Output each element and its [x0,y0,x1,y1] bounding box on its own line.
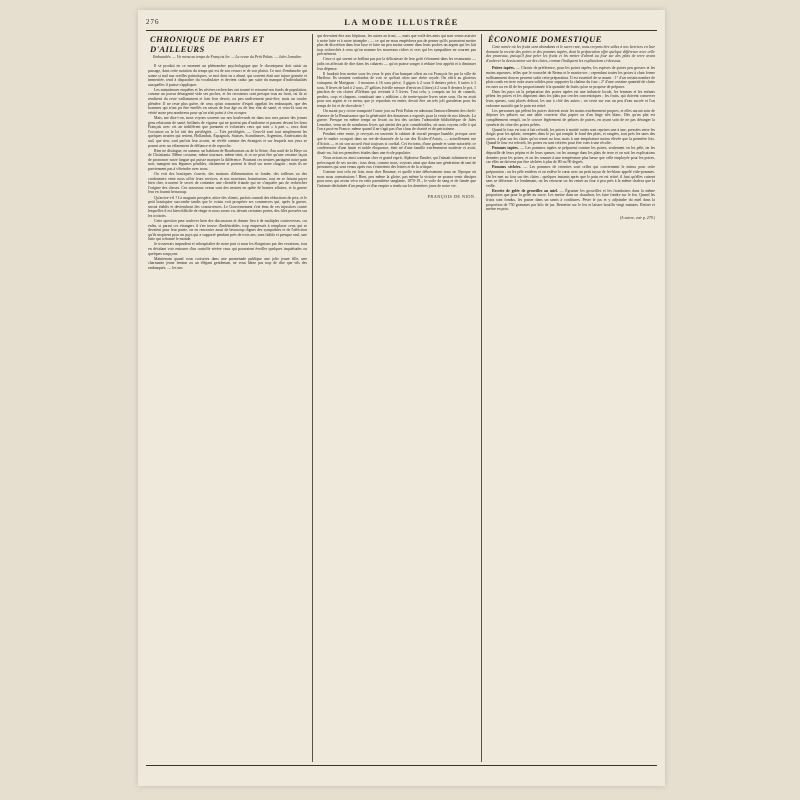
chronique-subtitle: Embauchés. — Un mena au temps de François Ier. — La veuve du Petit Palais. — Jules Lemaître. [152,55,303,59]
recipe-text: — Les pommes tapées se préparent comme les poires, seulement on les pèle, on les dépouille de leurs pépins et de leurs queues, on les arrange dans les plats de terre et on suit les explications données pour les poires, et on les soumet à une température plus basse que celle employée pour les poires, car elles ne doivent pas être séchées à plus de 80 ou 90 degrés. [486,146,655,165]
article-paragraph: On voit des boutiques s'ouvrir, des maisons d'alimentation se fonder, des tailleurs ou des cordonniers venir nous offrir leurs services, et nos nouveaux fournisseurs, tout en se faisant payer bien cher, trouvent le secret de contenter une clientèle friande qui ne s'inquiète pas de rechercher l'origine des choses. Ces nouveaux venus sont des neutres en quête de bonnes affaires, et la guerre leur en fournit beaucoup. [148,172,307,195]
recipe-heading: Pommes tapées. [492,146,519,151]
economie-column [486,34,655,762]
economie-title: ÉCONOMIE DOMESTIQUE [488,34,602,44]
recipe-heading: Pommes séchées. [492,165,522,170]
continuation-note: (A suivre, voir p. 279.) [619,215,655,220]
column-divider [312,34,313,762]
article-paragraph: Cette question peut soulever bien des discussions et donner lieu à de multiples controverses, car enfin, si parmi ces étrangers il s'en trouve d'indésirables, trop empressés à remplacer ceux qui se devaient pour leur patrie, on en rencontre aussi de beaucoup dignes des sympathies et de l'affection qu'ils inspirent pour un pays qui a supporté pendant près de trois ans, sans faiblir et presque seul, une lutte qui a étonné le monde. [148,219,307,242]
recipe-text: — Égrainer les groseilles et les framboises dans la même proportion que pour la gelée au sucre. Les mettre dans un chaudron, les faire fondre sur le feu. Quand les fruits sont fondus, les passer dans un tamis à confitures. Peser le jus et y adjoindre du miel dans la proportion de 750 grammes par kilo de jus. Remettre sur le feu et laisser bouillir vingt minutes. Retirer et mettre en pots. [486,188,655,212]
article-paragraph: qui devraient être aux hôpitaux, les autres au front, — mais que voilà des amis qui sont venus assister à notre lutte et à notre triomphe ; — ce qui ne nous empêchera pas de penser qu'ils pourraient mettre plus de discrétion dans leur luxe et faire un peu moins sonner dans leurs poches un argent qui les fait trop recherchés à ceux qu'on nomme les nouveaux riches et vers qui les sympathies ne courent pas précisément. [317,34,476,57]
recipe-paragraph [486,146,655,164]
recipe-text: — Choisir de préférence, pour les poires tapées, les espèces de poires peu grosses et les moins aqueuses, telles que le rousselet de Reims et le martin-sec ; cependant toutes les poires à chair ferme suffisamment douces peuvent subir cette préparation. Il est essentiel de se munir : 1° d'un certain nombre de plats ronds en terre cuite assez solides pour supporter la chaleur du four ; 2° d'une certaine quantité de claies en osier ou en fil de fer proportionnée à la quantité de fruits qu'on se propose de préparer. [486,66,655,89]
article-paragraph: Il se produit en ce moment un phénomène psychologique que le chroniqueur doit saisir au passage, dans cette notation du temps qui est de son ressort et de son plaisir. Ce mot d'embauche qui sonne si mal aux oreilles patriotiques, ce mot dont on a abusé, qui souvent était une injure gratuite et immeritée, tend à disparaître du vocabulaire et devient caduc par suite du manque d'individualités auxquelles il puisse s'appliquer. [148,64,307,87]
article-paragraph: Les minutieuses enquêtes et les sévères recherches ont tourné et retourné nos fonds de population, comme un joueur désargenté vide ses poches, et les recruteurs sont presque tous au front, où ils se rendirent du reste vaillamment et font leur devoir, ou peu tardivement peut-être, mais un touche plénière. Il ne reste plus guère, de ceux qu'un romancier d'esprit appelait les embusqués, que des hommes qui n'ont pu être enrôlés en raison de leur âge ou de leur état de santé, et ceux-là sont en vérité assez peu nombreux pour qu'on n'ait point à s'en occuper. [148,87,307,115]
article-paragraph: Mais, me dira-t-on, nous voyons souvent sur nos boulevards en dans nos rues passer des jeunes gens reluisants de santé, brillants de vigueur qui ne portent pas d'uniforme et passent devant les bons Français avec cet air indifférent que prennent et volontiers ceux qui sont « à part », ceux dont l'occasion ou la loi fait des privilégiés. — Très privilégiés. — Ceux-là sont tout simplement les quelques neutres qui restent, Hollandais, Espagnols, Suisses, Scandinaves, Argentins, Américains du sud, que rien, sauf parfois leur accent, ne révèle comme des étrangers et sur lesquels nos yeux se posent avec un effarement de défiance et de reproche. [148,115,307,148]
article-paragraph: Je trouverais imprudent et inhospitalier de notre part si nous les éloignions par des vexations, tout en décidant voir entourer d'un contrôle sévère ceux qui pourraient éveiller quelques inquiétudes ou quelques soupçons. [148,242,307,256]
header-rule [146,30,657,31]
chronique-title: CHRONIQUE DE PARIS ET D'AILLEURS [150,34,265,54]
chronique-continued-column [317,34,476,762]
chronique-column [148,34,307,762]
article-paragraph: Nous avions eu ainsi commun cher et grand esprit, Alphonse Daudet, qui l'aimait infiniment et se préoccupait de ses sorties ; tous deux, comme nous, voyions ainsi que dans une génération de tant de personnes qui sont venus après eux s'entretenir des lettres et de la critique. [317,155,476,170]
recipe-paragraph: Quand le four est tout à fait refroidi, les poires à moitié cuites sont reprises une à une, pressées entre les doigts pour les aplatir, trempées dans le jus qui remplit le fond des plats, et rangées, tout près les unes des autres, à plat sur les claies qu'on remet au four, mais à une température moins élevée que la première fois. Quand le four est refroidi, les poires en sont retirées pour être vues à une récolte. [486,127,655,146]
recipe-paragraph: Dans les pays où la préparation des poires tapées est une industrie locale, les femmes et les enfants pèlent les poires et les disposent dans les plats par cercles concentriques ; les fruits, qui doivent conserver leurs queues, sont placés debout, les uns à côté des autres ; on verse sur eux un peu d'eau sucrée et l'on enfourne aussitôt que le pain est retiré. [486,89,655,108]
page-header [146,16,657,30]
page-number: 276 [146,18,160,26]
article-paragraph: On aurait pu y croire transporté l'autre jour au Petit Palais en admirant l'amoncellement des chefs-d'œuvre de la Renaissance que la générosité des donateurs a exposés pour la vente de nos blessés. La guerre. Presque en même temps on livrait au feu des cachets l'admirable bibliothèque de Jules Lemaître, venu un de nombreux livres qui atteint des prix considérables, où nous voyons celle à qui l'on a posé en France, même quand il ne s'agit pas d'un claus de charité et de patriotisme. [317,109,476,132]
footer-rule [146,765,657,766]
article-paragraph: Ceux-ci qui savent se brillant pas par la délicatesse de leur goût s'étonnent dans les restaurants — jadis on affectait de dire dans les cabarets — qu'on puisse songer à réduire leur appétit et à diminuer leur dépense. [317,57,476,71]
author-signature: FRANÇOIS DE NION. [427,193,476,199]
column-divider [481,34,482,762]
article-paragraph: Qu'arrive-t-il ? Le magasin prospère, attire des clients, parfois connaît des réductions de prix, et le petit boutiquier succombe tandis que le voisin voit prospérer ses commerces qui, après la guerre, seront établis et deviendront des concurrences. Le Gouvernement s'est ému de ces injustices contre lesquelles il est bien difficile de réagir et nous avons vu, devant certaines portes, des files pressées sur les trottoirs. [148,195,307,218]
recipe-paragraph [486,165,655,188]
article-paragraph: Maintenant quand vous croiserez dans une promenade publique une jolie jeune fille, une charmante jeune femme ou un élégant gentleman, ne vous hâtez pas trop de dire que vils des embusqués, — les uns [148,256,307,270]
article-paragraph: Il faudrait leur mettre sous les yeux le prix d'un banquet offert au roi François Ier par la ville de Harfleur. Ils seraient confondus de voir ce qu'était alors une chère royale. On offrit au glorieux vainqueur de Marignan : 3 moutons à 16 sous pièce, 3 gigots à 2 sous 6 deniers pièce, 6 tartes à 3 sous, 8 livres de lard à 2 sous, 27 gallons (vieille mesure d'environ 4 litres) à 2 sous 8 deniers le pot, 1 pinchon de vin clairet d'Orléans qui revenait à 5 livres. Tout cela, y compris un lot de canards, perdrix, coqs et chapons, constituait une « addition » de trente-quatre livres seize sous. On en avait pour son argent et ce menu, que je reproduis en entier, devait être un très joli gueuleton pour les temps de foi et de chevalerie ! [317,71,476,108]
recipe-text: — Les pommes de reinettes sont celles qui conviennent le mieux pour cette préparation ; on les pèle entières et on enlève le cœur avec un petit tuyau de fer-blanc appelé vide-pommes. On les met au four sur des claies ; quelques instants après que le pain en est retiré, il faut qu'elles cuisent sans se déformer. Le lendemain, on les retourne on les remet au four à peu près à la même chaleur que la veille. [486,165,655,188]
article-paragraph: Pendant cette vente, je revoyais en souvenir le cabinet de travail presque humble, presque cave que le maître occupait dans un rez-de-chaussée de la rue des Écoles-d'Artois, — actuellement rue d'Artois — et où son accueil était toujours si cordial. Cet écrivain, d'une grande et saine notoriété, ce conférencier d'une haute et noble éloquence, était né d'une famille extrêmement modeste et avait, disait-on, fait ses premières études dans une école populaire. [317,132,476,155]
recipe-paragraph [486,189,655,212]
recipe-paragraph: Les personnes qui pèlent les poires doivent avoir les mains extrêmement propres, et elles auront soin de déposer les pelures sur une table couverte d'un papier ou d'un linge très blanc. Dès qu'un plat est complètement rempli, on le couvre légèrement de pelures de poires, en ayant soin de ne pas déranger la symétrie du cône des poires pelées. [486,108,655,127]
article-paragraph: Rien ne distingue, en somme, un habitant de Bourbonnais ou de la Seine, d'un natif de la Haye ou de Christiania. Même costume, même tournure, même teint, et ce ne peut être qu'une certaine façon de prononcer notre langue qui puisse marquer la différence. Pourtant ces neutres partagent notre pain noir, mangent nos légumes pénibles, obtiennent et portent le deuil sur notre chagrin ; mais ils ne parviennent pas à s'éteindre avec nous. [148,148,307,171]
recipe-paragraph [486,66,655,89]
journal-title: LA MODE ILLUSTRÉE [344,17,459,27]
recipe-heading: Poires tapées. [492,66,515,71]
magazine-page [138,10,665,786]
article-paragraph: Comme tout cela est loin, mon cher Beaume, et quelle triste déboisement nous ne l'époque où nous nous connaissions ! Bien, peu même la gloire, pas même la victoire ne pourra venir dissiper pour nous qui avons vécu en cette parenthèse sanglante, 1870-19.., le voile de sang et de fumée que l'infamie déchaînée d'un peuple et d'un empire a tendu sur les dernières jours de notre vie. [317,170,476,188]
economie-intro: Cette année où les fruits sont abondants et le sucre rare, nous croyons être utiles à nos lectrices en leur donnant la recette des poires et des pommes tapées, dont la préparation offre quelque différence avec celle des pruneaux, puisqu'il faut peler les fruits et les mettre d'abord au four sur des plats de terre avant d'achever la dessiccation sur des claies, comme l'indiquent les explications ci-dessous. [486,45,655,63]
recipe-heading: Recette de gelée de groseilles au miel. [492,188,558,193]
